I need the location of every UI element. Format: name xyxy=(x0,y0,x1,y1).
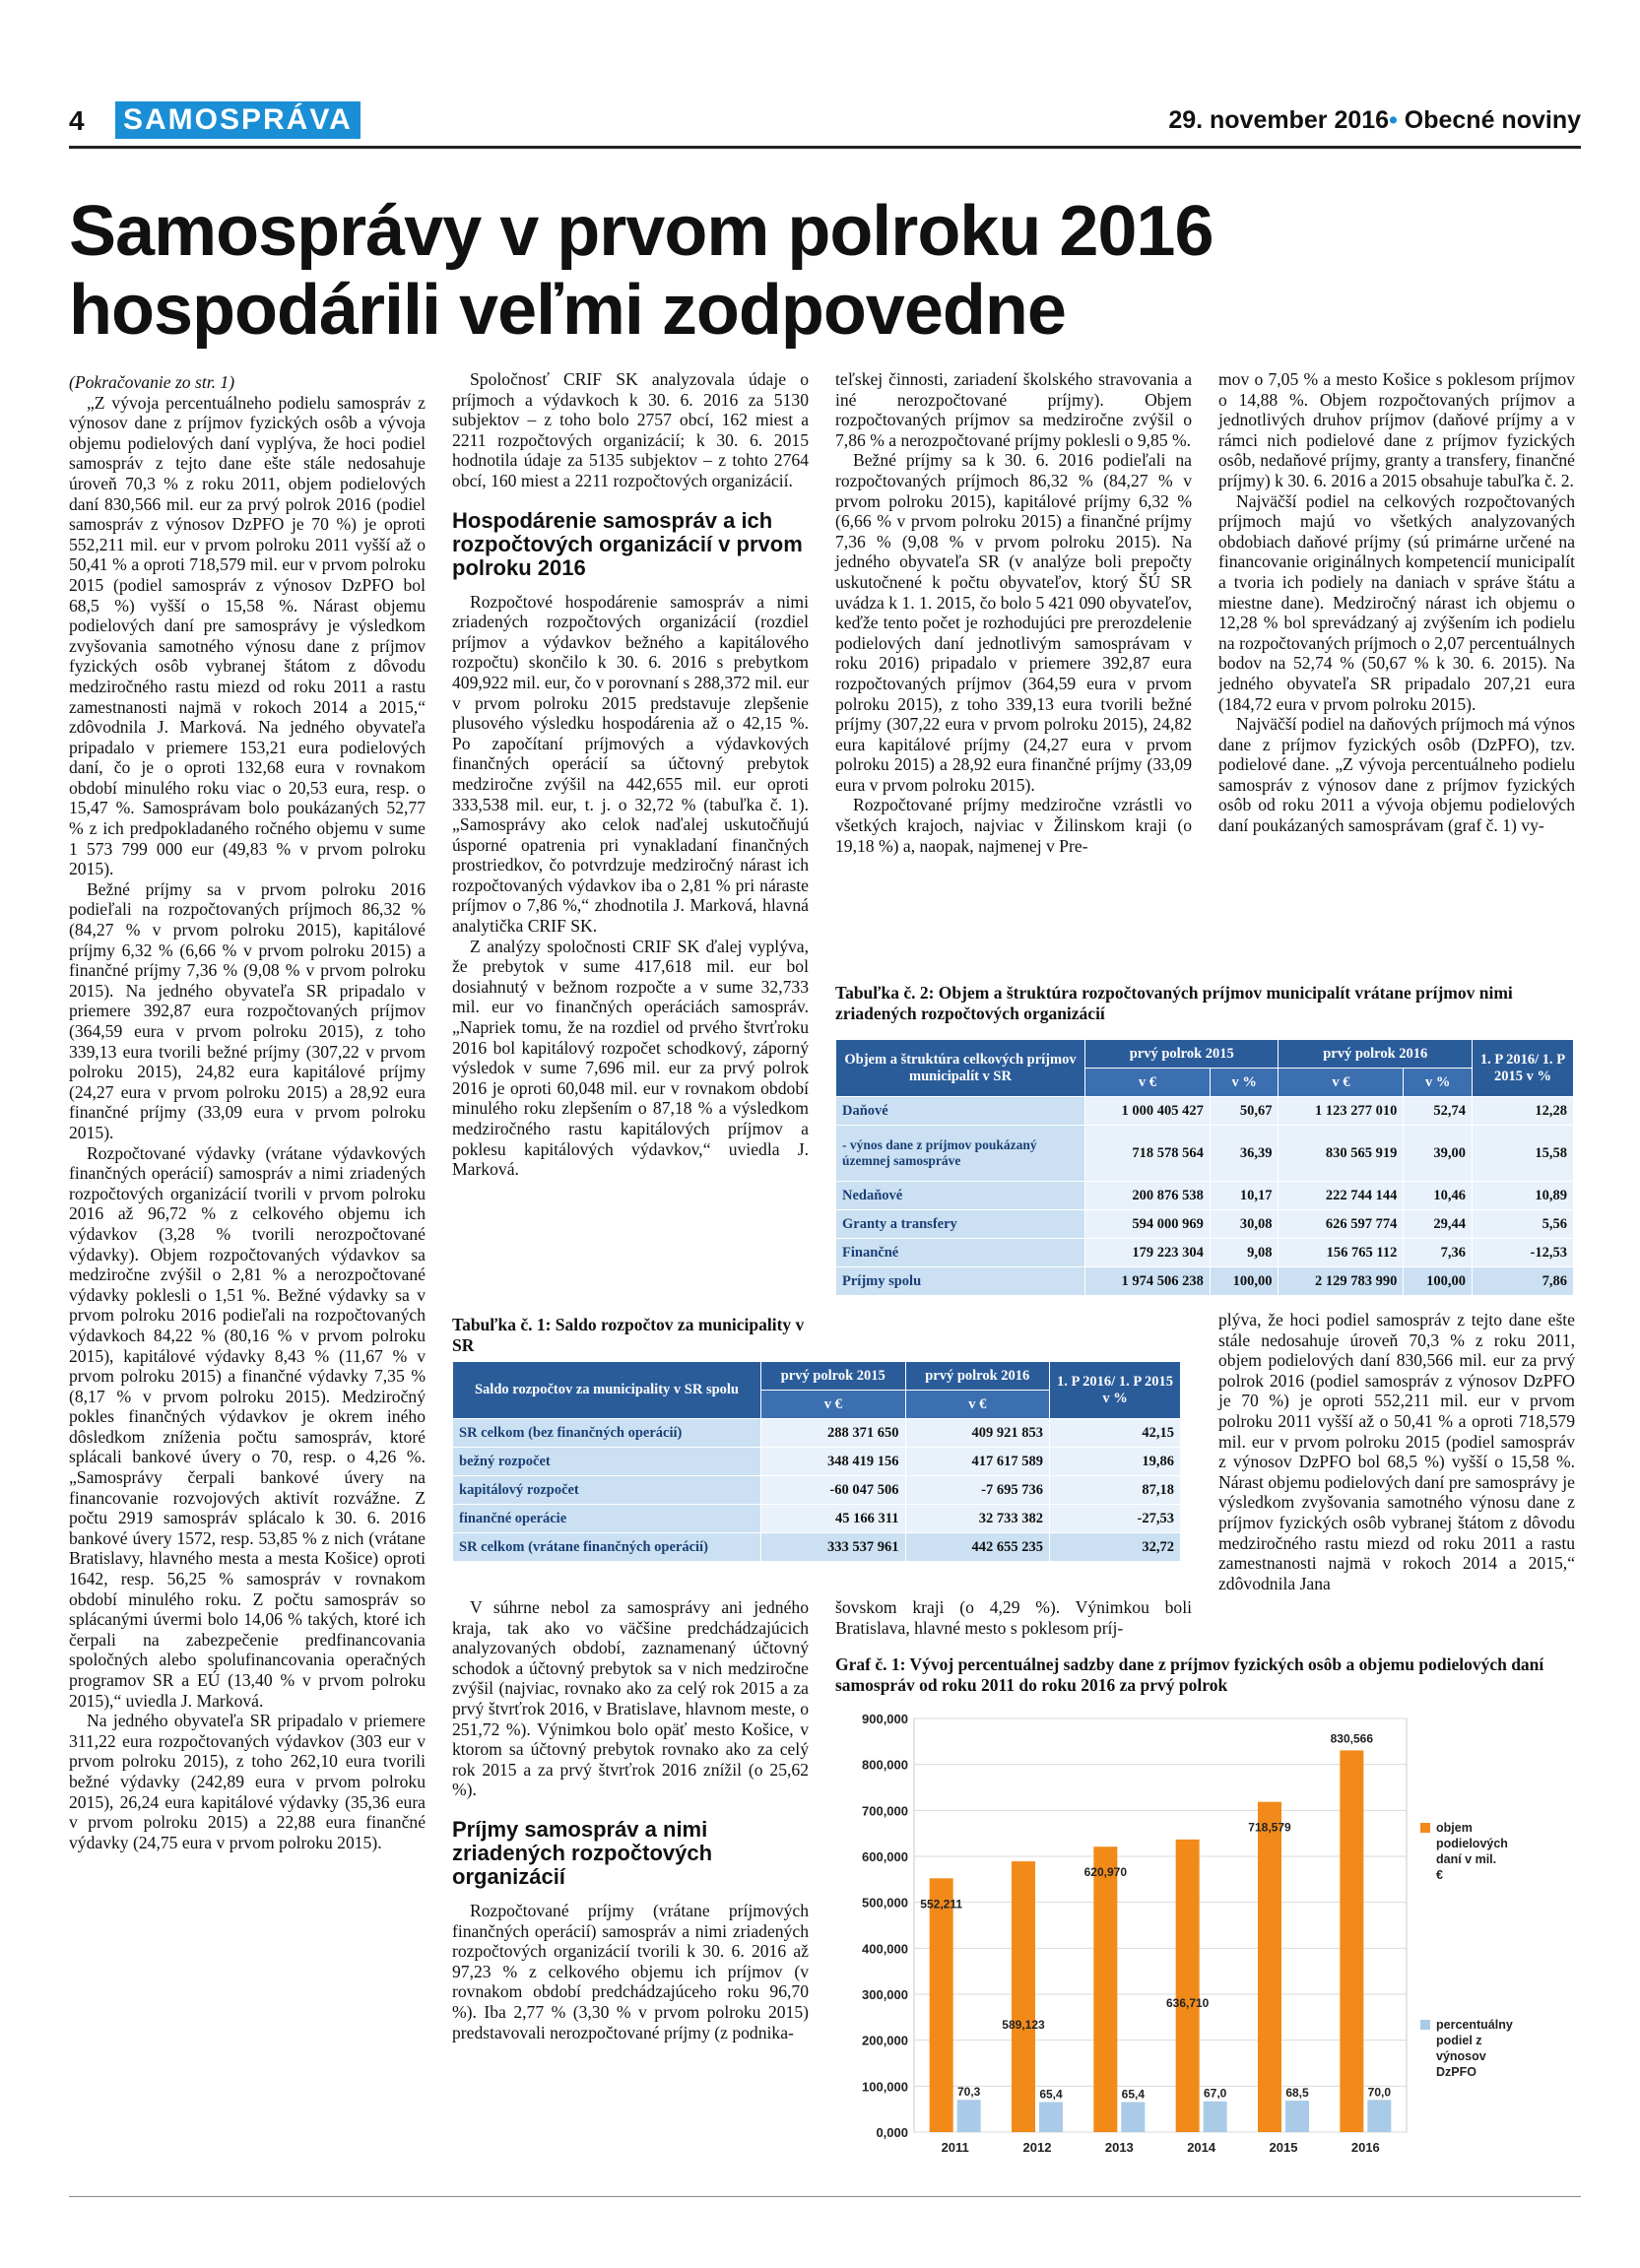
paragraph: Bežné príjmy sa k 30. 6. 2016 podieľali na rozpočtovaných príjmoch 86,32 % (84,27 % v prvom polroku 2015), kapitálové príjmy 6,32 % (6,66 % v prvom polroku 2015) a finančné príjmy 7,36 % (9,08 % v prvom polroku 2015). Na jedného obyvateľa SR (v analýze boli prepočty uskutočnené k počtu obyvateľov, ktorý ŠÚ SR uvádza k 1. 1. 2015, čo bolo 5 421 090 obyvateľov, keďže tento počet je rozhodujúci pre prerozdelenie podielových daní jednotlivým samosprávam v roku 2016) pripadalo v priemere 392,87 eura rozpočtovaných príjmov (364,59 eura v prvom polroku 2015), z toho 339,13 eura tvorili bežné príjmy (307,22 eura v prvom polroku 2015), 24,82 eura kapitálové príjmy (24,27 eura v prvom polroku 2015) a 28,92 eura finančné príjmy (33,09 eura v prvom polroku 2015). xyxy=(835,450,1192,795)
table-cell: Príjmy spolu xyxy=(836,1267,1085,1296)
legend-percent-share-swatch xyxy=(1420,2020,1430,2030)
table-cell: 200 876 538 xyxy=(1085,1182,1211,1210)
table-cell: 10,17 xyxy=(1210,1182,1279,1210)
x-tick-label: 2013 xyxy=(1104,2140,1134,2155)
table-cell: 1 000 405 427 xyxy=(1085,1097,1211,1126)
table-cell: 100,00 xyxy=(1210,1267,1279,1296)
data-label: 68,5 xyxy=(1285,2086,1309,2101)
table-header: prvý polrok 2016 xyxy=(1279,1040,1473,1069)
table-cell: 222 744 144 xyxy=(1279,1182,1404,1210)
y-tick-label: 400,000 xyxy=(862,1941,908,1957)
continuation-note: (Pokračovanie zo str. 1) xyxy=(69,372,235,392)
table-cell: 7,86 xyxy=(1473,1267,1574,1296)
table-cell: 87,18 xyxy=(1050,1476,1181,1505)
y-tick-label: 300,000 xyxy=(862,1987,908,2002)
plot-area xyxy=(914,1718,1407,2132)
table-cell: 5,56 xyxy=(1473,1210,1574,1239)
bar-percent-share xyxy=(1204,2102,1227,2132)
bar-tax-volume xyxy=(930,1878,953,2132)
bar-percent-share xyxy=(1039,2102,1063,2132)
table-1-caption: Tabuľka č. 1: Saldo rozpočtov za municipality v SR xyxy=(452,1315,805,1355)
data-label: 70,3 xyxy=(956,2085,981,2100)
table-cell: finančné operácie xyxy=(453,1505,761,1533)
table-cell: Granty a transfery xyxy=(836,1210,1085,1239)
footer-rule xyxy=(69,2196,1581,2197)
table-row xyxy=(453,1448,1181,1476)
table-cell: 100,00 xyxy=(1404,1267,1473,1296)
table-cell: 626 597 774 xyxy=(1279,1210,1404,1239)
bar-percent-share xyxy=(1121,2102,1145,2132)
x-tick-label: 2015 xyxy=(1269,2140,1298,2155)
table-cell: 32,72 xyxy=(1050,1533,1181,1562)
data-label: 830,566 xyxy=(1330,1731,1374,1746)
table-row xyxy=(836,1126,1574,1182)
data-label: 65,4 xyxy=(1039,2087,1063,2102)
table-cell: 179 223 304 xyxy=(1085,1239,1211,1267)
table-cell: 288 371 650 xyxy=(761,1419,906,1448)
table-header: Objem a štruktúra celkových príjmov municipalít v SR xyxy=(836,1040,1085,1097)
table-row xyxy=(453,1419,1181,1448)
table-row xyxy=(836,1239,1574,1267)
paragraph: Rozpočtované príjmy medziročne vzrástli vo všetkých krajoch, najviac v Žilinskom kraji (o 19,18 %) a, naopak, najmenej v Pre- xyxy=(835,795,1192,856)
table-cell: SR celkom (vrátane finančných operácií) xyxy=(453,1533,761,1562)
legend-percent-share-text: výnosov xyxy=(1436,2049,1486,2063)
table-subheader: v € xyxy=(905,1391,1050,1419)
table-cell: 42,15 xyxy=(1050,1419,1181,1448)
legend-percent-share-text: podiel z xyxy=(1436,2034,1482,2047)
table-cell: 1 974 506 238 xyxy=(1085,1267,1211,1296)
paragraph: Bežné príjmy sa v prvom polroku 2016 podieľali na rozpočtovaných príjmoch 86,32 % (84,27 % v prvom polroku 2015), kapitálové príjmy 6,32 % (6,66 % v prvom polroku 2015) a finančné príjmy 7,36 % (9,08 % v prvom polroku 2015). Na jedného obyvateľa SR pripadalo v priemere 392,87 eura rozpočtovaných príjmov (364,59 eura v prvom polroku 2015), z toho 339,13 eura tvorili bežné príjmy (307,22 v prvom polroku 2015), 24,82 eura kapitálové príjmy (24,27 eura v prvom polroku 2015) a 28,92 eura finančné príjmy (33,09 eura v prvom polroku 2015). xyxy=(69,878,426,1142)
paragraph: Rozpočtové hospodárenie samospráv a nimi zriadených rozpočtových organizácií (rozdiel príjmov a výdavkov bežného a kapitálového rozpočtu) skončilo k 30. 6. 2016 s prebytkom 409,922 mil. eur, čo v porovnaní s 288,372 mil. eur v prvom polroku 2015 predstavuje zlepšenie plusového výsledku hospodárenia až o 42,15 %. Po započítaní príjmových a výdavkových finančných operácií sa účtovný prebytok medziročne zvýšil na 442,655 mil. eur oproti 333,538 mil. eur, t. j. o 32,72 % (tabuľka č. 1). „Samosprávy ako celok naďalej uskutočňujú úsporné opatrenia pri vynakladaní finančných prostriedkov, čo potvrdzuje medziročný nárast ich rozpočtovaných výdavkov iba o 2,81 % pri náraste príjmov o 7,86 %,“ zhodnotila J. Marková, hlavná analytička CRIF SK. xyxy=(452,591,809,937)
table-cell: 15,58 xyxy=(1473,1126,1574,1182)
table-1 xyxy=(452,1361,1181,1562)
table-cell: 156 765 112 xyxy=(1279,1239,1404,1267)
headline xyxy=(69,192,1546,350)
y-tick-label: 200,000 xyxy=(862,2033,908,2048)
table-cell: -27,53 xyxy=(1050,1505,1181,1533)
column-4-bottom xyxy=(1218,1310,1575,1593)
table-cell: -7 695 736 xyxy=(905,1476,1050,1505)
table-cell: 10,89 xyxy=(1473,1182,1574,1210)
y-tick-label: 0,000 xyxy=(876,2125,908,2140)
bar-tax-volume xyxy=(1012,1861,1035,2132)
column-2-top xyxy=(452,369,809,1180)
column-2-bottom xyxy=(452,1597,809,2042)
subheading: Príjmy samospráv a nimi zriadených rozpočtových organizácií xyxy=(452,1816,713,1889)
x-tick-label: 2016 xyxy=(1350,2140,1380,2155)
column-4-top xyxy=(1218,369,1575,836)
table-cell: Finančné xyxy=(836,1239,1085,1267)
data-label: 552,211 xyxy=(920,1897,963,1912)
x-tick-label: 2011 xyxy=(941,2140,969,2155)
column-1 xyxy=(69,372,426,1852)
table-row xyxy=(836,1210,1574,1239)
headline-line-2: hospodárili veľmi zodpovedne xyxy=(69,271,1066,350)
bar-tax-volume xyxy=(1258,1802,1281,2132)
bar-percent-share xyxy=(957,2100,981,2132)
paragraph: Rozpočtované príjmy (vrátane príjmových finančných operácií) samospráv a nimi zriadených rozpočtových organizácií tvorili k 30. 6. 2016 až 97,23 % z celkového objemu ich príjmov (v rovnakom období predchádzajúceho roku 96,70 %). Iba 2,77 % (3,30 % v prvom polroku 2015) predstavovali nerozpočtované príjmy (z podnika- xyxy=(452,1900,809,2042)
bullet: • xyxy=(1389,106,1398,134)
header-rule xyxy=(69,146,1581,149)
subheading: Hospodárenie samospráv a ich rozpočtových organizácií v prvom polroku 2016 xyxy=(452,507,803,580)
table-cell: 1 123 277 010 xyxy=(1279,1097,1404,1126)
bar-tax-volume xyxy=(1340,1750,1363,2132)
table-row xyxy=(836,1097,1574,1126)
table-cell: 2 129 783 990 xyxy=(1279,1267,1404,1296)
paragraph: Z analýzy spoločnosti CRIF SK ďalej vyplýva, že prebytok v sume 417,618 mil. eur bol dosiahnutý v bežnom rozpočte a v sume 32,733 mil. eur vo finančných operáciách samospráv. „Napriek tomu, že na rozdiel od prvého štvrťroku 2016 bol kapitálový rozpočet schodkový, záporný výsledok v sume 7,696 mil. eur za prvý polrok 2016 je oproti 60,048 mil. eur v rovnakom období minulého roku zlepšením o 87,18 % a výsledkom medziročného rastu kapitálových príjmov a poklesu kapitálových výdavkov,“ uviedla J. Marková. xyxy=(452,936,809,1180)
table-cell: 718 578 564 xyxy=(1085,1126,1211,1182)
table-cell: 594 000 969 xyxy=(1085,1210,1211,1239)
table-cell: 39,00 xyxy=(1404,1126,1473,1182)
section-label: SAMOSPRÁVA xyxy=(115,101,361,139)
table-header: 1. P 2016/ 1. P 2015 v % xyxy=(1050,1362,1181,1419)
paragraph: šovskom kraji (o 4,29 %). Výnimkou boli Bratislava, hlavné mesto s poklesom príj- xyxy=(835,1597,1192,1638)
table-cell: SR celkom (bez finančných operácií) xyxy=(453,1419,761,1448)
chart-caption: Graf č. 1: Vývoj percentuálnej sadzby dane z príjmov fyzických osôb a objemu podielových daní samospráv od roku 2011 do roku 2016 za prvý polrok xyxy=(835,1654,1544,1695)
table-cell: 442 655 235 xyxy=(905,1533,1050,1562)
bar-percent-share xyxy=(1367,2100,1391,2132)
legend-tax-volume-text: € xyxy=(1436,1868,1443,1882)
table-cell: 29,44 xyxy=(1404,1210,1473,1239)
table-header: prvý polrok 2015 xyxy=(1085,1040,1279,1069)
page-number: 4 xyxy=(69,105,85,136)
bar-tax-volume xyxy=(1176,1840,1200,2132)
y-tick-label: 900,000 xyxy=(862,1712,908,1726)
bar-chart xyxy=(835,1709,1574,2181)
data-label: 67,0 xyxy=(1203,2086,1227,2101)
headline-line-1: Samosprávy v prvom polroku 2016 xyxy=(69,192,1214,271)
data-label: 65,4 xyxy=(1121,2087,1146,2102)
data-label: 718,579 xyxy=(1248,1820,1291,1835)
table-cell: -12,53 xyxy=(1473,1239,1574,1267)
bar-tax-volume xyxy=(1093,1847,1117,2132)
table-cell: 50,67 xyxy=(1210,1097,1279,1126)
paper-name: Obecné noviny xyxy=(1404,106,1581,134)
table-row xyxy=(836,1182,1574,1210)
legend-tax-volume-swatch xyxy=(1420,1823,1430,1833)
table-cell: 36,39 xyxy=(1210,1126,1279,1182)
bar-percent-share xyxy=(1285,2101,1309,2132)
column-3-bottom xyxy=(835,1597,1192,1638)
table-row xyxy=(836,1267,1574,1296)
table-subheader: v € xyxy=(761,1391,906,1419)
paragraph: Na jedného obyvateľa SR pripadalo v priemere 311,22 eura rozpočtovaných výdavkov (303 eur v prvom polroku 2015), z toho 262,10 eura tvorili bežné výdavky (242,89 eura v prvom polroku 2015), 26,24 eura kapitálové výdavky (35,36 eura v prvom polroku 2015) a 22,88 eura finančné výdavky (24,75 eura v prvom polroku 2015). xyxy=(69,1711,426,1852)
table-cell: 417 617 589 xyxy=(905,1448,1050,1476)
table-subheader: v % xyxy=(1210,1069,1279,1097)
legend-tax-volume-text: objem xyxy=(1436,1821,1473,1835)
paragraph: plýva, že hoci podiel samospráv z tejto dane ešte stále nedosahuje úroveň 70,3 % z roku 2011, objem podielových daní 830,566 mil. eur za prvý polrok 2016 (podiel samospráv z výnosov DzPFO je 70 %) je oproti 552,211 mil. eur v prvom polroku 2011 vyšší až o 50,41 % a oproti 718,579 mil. eur v prvom polroku 2015 (podiel samospráv z výnosov DzPFO bol 68,5 %) vyšší o 15,58 %. Nárast objemu podielových daní pre samosprávy je výsledkom zvyšovania samotného výnosu dane z príjmov fyzických osôb vybranej štátom z dôvodu medziročného rastu miezd od roku 2011 a rastu zamestnanosti najmä v rokoch 2014 a 2015,“ zdôvodnila Jana xyxy=(1218,1310,1575,1593)
table-cell: 830 565 919 xyxy=(1279,1126,1404,1182)
y-tick-label: 800,000 xyxy=(862,1757,908,1773)
legend-percent-share-text: percentuálny xyxy=(1436,2018,1513,2032)
table-cell: 19,86 xyxy=(1050,1448,1181,1476)
legend-tax-volume-text: podielových xyxy=(1436,1837,1508,1850)
table-header: prvý polrok 2015 xyxy=(761,1362,906,1391)
x-tick-label: 2012 xyxy=(1022,2140,1052,2155)
legend-tax-volume-text: daní v mil. xyxy=(1436,1852,1497,1866)
paragraph: „Z vývoja percentuálneho podielu samospráv z výnosov dane z príjmov fyzických osôb a vývoja objemu podielových daní vyplýva, že hoci podiel samospráv z tejto dane ešte stále nedosahuje úroveň 70,3 % z roku 2011, objem podielových daní 830,566 mil. eur za prvý polrok 2016 (podiel samospráv z výnosov DzPFO je 70 %) je oproti 552,211 mil. eur v prvom polroku 2011 vyšší až o 50,41 % a oproti 718,579 mil. eur v prvom polroku 2015 (podiel samospráv z výnosov DzPFO bol 68,5 %) vyšší o 15,58 %. Nárast objemu podielových daní pre samosprávy je výsledkom zvyšovania samotného výnosu dane z príjmov fyzických osôb vybranej štátom z dôvodu medziročného rastu miezd od roku 2011 a rastu zamestnanosti najmä v rokoch 2014 a 2015,“ zdôvodnila J. Marková. Na jedného obyvateľa pripadalo v priemere 153,21 eura podielových daní, čo je o oproti 132,68 eura v rovnakom období minulého roku viac o 20,53 eura, resp. o 15,47 %. Samosprávam bolo poukázaných 52,77 % z ich predpokladaného ročného objemu v sume 1 573 799 000 eur (49,83 % v prvom polroku 2015). xyxy=(69,392,426,879)
table-2 xyxy=(835,1039,1574,1296)
table-cell: - výnos dane z príjmov poukázaný územnej samospráve xyxy=(836,1126,1085,1182)
table-cell: 30,08 xyxy=(1210,1210,1279,1239)
data-label: 620,970 xyxy=(1083,1865,1128,1880)
table-cell: kapitálový rozpočet xyxy=(453,1476,761,1505)
paragraph: V súhrne nebol za samosprávy ani jedného kraja, tak ako vo väčšine predchádzajúcich analyzovaných období, zaznamenaný účtovný schodok a účtovný prebytok sa v nich medziročne zvýšil (najviac, rovnako ako za celý rok 2015 a za prvý štvrťrok 2016, v Bratislave, hlavnom meste, o 251,72 %). Výnimkou bolo opäť mesto Košice, v ktorom sa účtovný prebytok rovnako ako za celý rok 2015 a za prvý štvrťrok 2016 znížil (o 25,62 %). xyxy=(452,1597,809,1800)
table-cell: 12,28 xyxy=(1473,1097,1574,1126)
x-tick-label: 2014 xyxy=(1187,2140,1216,2155)
table-subheader: v € xyxy=(1279,1069,1404,1097)
data-label: 589,123 xyxy=(1002,2018,1045,2033)
table-row xyxy=(453,1476,1181,1505)
table-cell: 45 166 311 xyxy=(761,1505,906,1533)
table-header: prvý polrok 2016 xyxy=(905,1362,1050,1391)
table-cell: 7,36 xyxy=(1404,1239,1473,1267)
table-cell: 409 921 853 xyxy=(905,1419,1050,1448)
paragraph: Najväčší podiel na daňových príjmoch má výnos dane z príjmov fyzických osôb (DzPFO), tzv. podielové dane. „Z vývoja percentuálneho podielu samospráv z výnosov dane z príjmov fyzických osôb od roku 2011 a vývoja objemu podielových daní poukázaných samosprávam (graf č. 1) vy- xyxy=(1218,714,1575,836)
legend-percent-share-text: DzPFO xyxy=(1436,2065,1476,2079)
paragraph: mov o 7,05 % a mesto Košice s poklesom príjmov o 14,88 %. Objem rozpočtovaných príjmov a jednotlivých druhov príjmov (daňové príjmy a v rámci nich podielové dane z príjmov fyzických osôb, nedaňové príjmy, granty a transfery, finančné príjmy) k 30. 6. 2016 a 2015 obsahuje tabuľka č. 2. xyxy=(1218,369,1575,490)
table-subheader: v € xyxy=(1085,1069,1211,1097)
table-cell: -60 047 506 xyxy=(761,1476,906,1505)
issue-date: 29. november 2016 xyxy=(1168,106,1390,134)
table-cell: 52,74 xyxy=(1404,1097,1473,1126)
table-subheader: v % xyxy=(1404,1069,1473,1097)
table-cell: 348 419 156 xyxy=(761,1448,906,1476)
table-cell: Nedaňové xyxy=(836,1182,1085,1210)
paragraph: teľskej činnosti, zariadení školského stravovania a iné nerozpočtované príjmy). Objem rozpočtovaných príjmov sa medziročne zvýšil o 7,86 % a nerozpočtované príjmy poklesli o 9,85 %. xyxy=(835,369,1192,450)
paragraph: Rozpočtované výdavky (vrátane výdavkových finančných operácií) samospráv a nimi zriadených rozpočtových organizácií tvorili v prvom polroku 2016 až 96,72 % z celkového objemu ich výdavkov (3,28 % tvorili nerozpočtované výdavky). Objem rozpočtovaných výdavkov sa medziročne zvýšil o 2,81 % a nerozpočtované výdavky poklesli o 1,51 %. Bežné výdavky sa v prvom polroku 2016 podieľali na rozpočtovaných výdavkoch 84,22 % (80,16 % v prvom polroku 2015), kapitálové výdavky 8,43 % (11,67 % v prvom polroku 2015) a finančné výdavky 7,35 % (8,17 % v prvom polroku 2015). Medziročný pokles finančných výdavkov je okrem iného dôsledkom zníženia počtu samospráv, ktoré splácali bankové úvery o 70, resp. o 4,26 %. „Samosprávy čerpali bankové úvery na financovanie rozvojových aktivít rozvážne. Z počtu 2919 samospráv splácalo k 30. 6. 2016 bankové úvery 1572, resp. 53,85 % z nich (vrátane Bratislavy, hlavného mesta a mesta Košice) oproti 1642, resp. 56,25 % samospráv v rovnakom období minulého roku. Z počtu samospráv so splácanými úvermi bolo 14,06 % takých, ktoré ich čerpali na zabezpečenie predfinancovania spoločných alebo spolufinancovania operačných programov SR a EÚ (13,40 % v prvom polroku 2015),“ uviedla J. Marková. xyxy=(69,1142,426,1711)
table-header: 1. P 2016/ 1. P 2015 v % xyxy=(1473,1040,1574,1097)
paragraph: Spoločnosť CRIF SK analyzovala údaje o príjmoch a výdavkoch k 30. 6. 2016 za 5130 subjektov – z toho bolo 2757 obcí, 162 miest a 2211 rozpočtových organizácií; k 30. 6. 2015 hodnotila údaje za 5135 subjektov – z tohto 2764 obcí, 160 miest a 2211 rozpočtových organizácií. xyxy=(452,369,809,490)
column-3-top xyxy=(835,369,1192,856)
y-tick-label: 600,000 xyxy=(862,1849,908,1864)
y-tick-label: 500,000 xyxy=(862,1895,908,1911)
y-tick-label: 100,000 xyxy=(862,2079,908,2095)
table-cell: 9,08 xyxy=(1210,1239,1279,1267)
paragraph: Najväčší podiel na celkových rozpočtovaných príjmoch majú vo všetkých analyzovaných obdobiach daňové príjmy (sú primárne určené na financovanie originálnych kompetencií municipalít a tvoria ich podiely na daniach v správe štátu a miestne dane). Medziročný nárast ich objemu o 12,28 % bol sprevádzaný aj zvýšením ich podielu na rozpočtovaných príjmoch o 2,07 percentuálnych bodov na 52,74 % (50,67 % k 30. 6. 2015). Na jedného obyvateľa SR pripadalo 207,21 eura (184,72 eura v prvom polroku 2015). xyxy=(1218,490,1575,714)
table-row xyxy=(453,1533,1181,1562)
y-tick-label: 700,000 xyxy=(862,1803,908,1819)
table-header: Saldo rozpočtov za municipality v SR spolu xyxy=(453,1362,761,1419)
table-row xyxy=(453,1505,1181,1533)
table-cell: 333 537 961 xyxy=(761,1533,906,1562)
table-2-caption: Tabuľka č. 2: Objem a štruktúra rozpočtovaných príjmov municipalít vrátane príjmov nimi zriadených rozpočtových organizácií xyxy=(835,983,1513,1023)
table-cell: 32 733 382 xyxy=(905,1505,1050,1533)
table-cell: 10,46 xyxy=(1404,1182,1473,1210)
table-cell: Daňové xyxy=(836,1097,1085,1126)
issue-info xyxy=(1168,106,1581,135)
table-cell: bežný rozpočet xyxy=(453,1448,761,1476)
data-label: 636,710 xyxy=(1165,1995,1210,2010)
data-label: 70,0 xyxy=(1367,2085,1392,2100)
